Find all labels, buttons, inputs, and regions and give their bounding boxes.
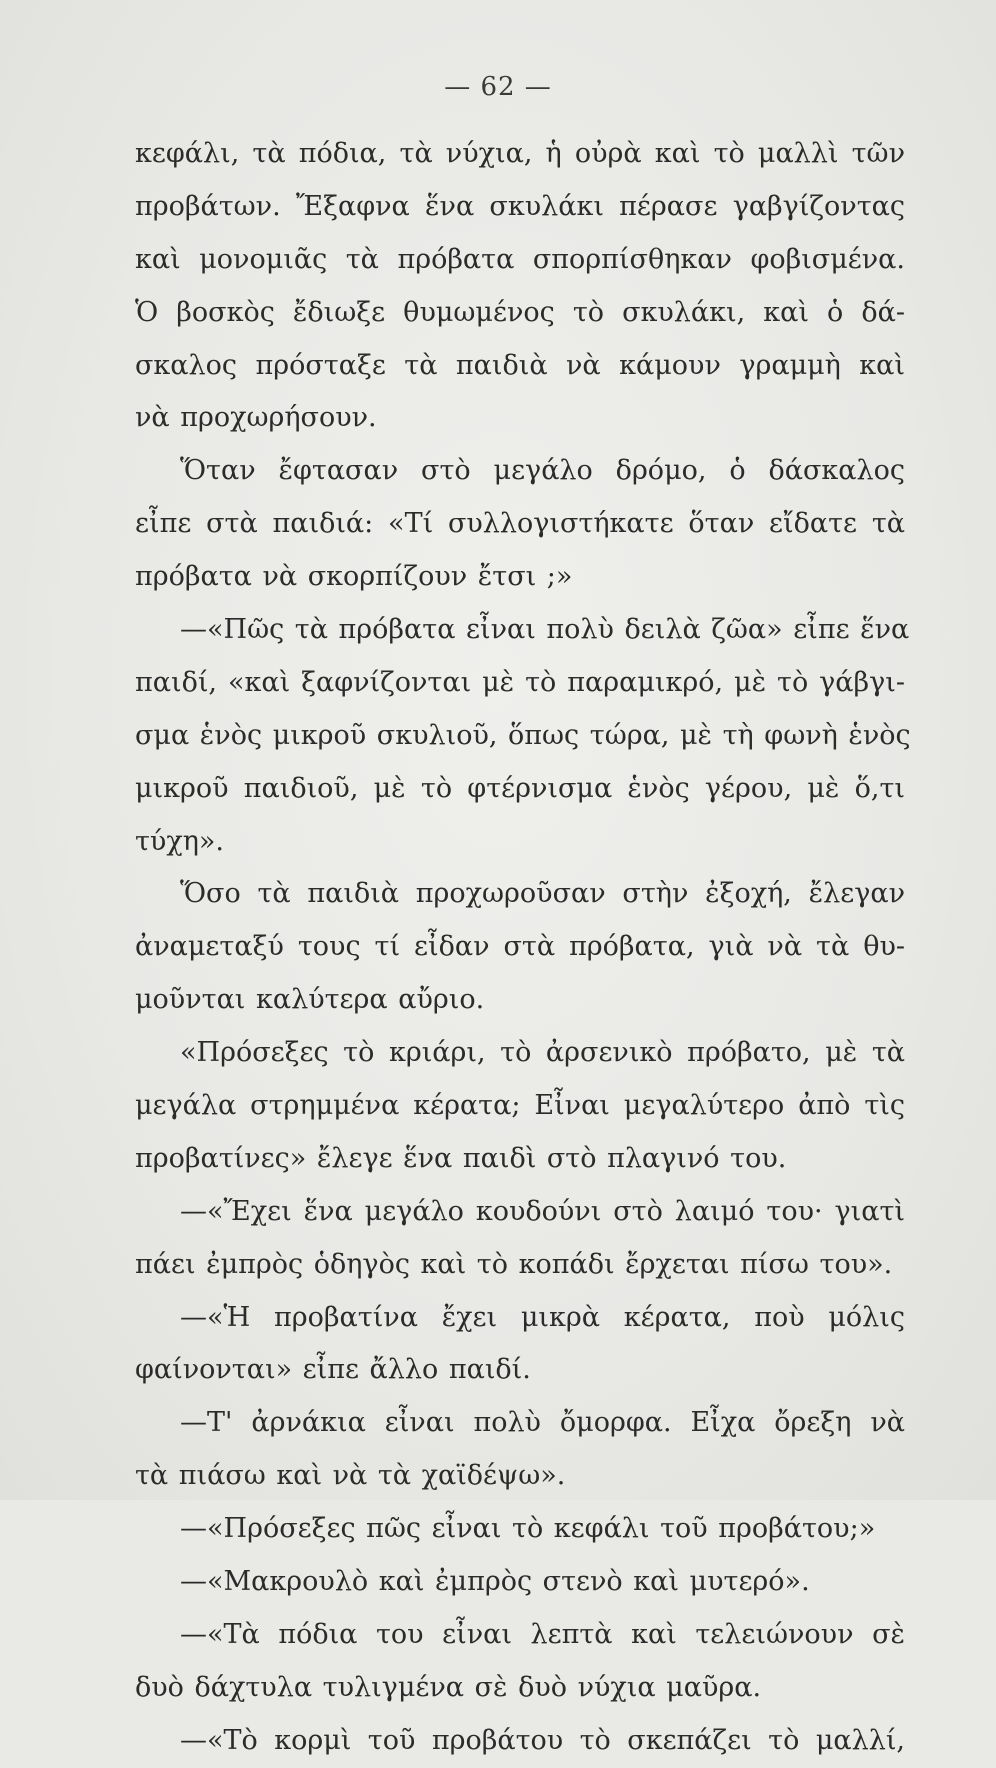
text-line: προβάτων. Ἔξαφνα ἕνα σκυλάκι πέρασε γαβγίζοντας: [135, 190, 905, 222]
text-line: προβατίνες» ἔλεγε ἕνα παιδὶ στὸ πλαγινό του.: [135, 1142, 787, 1174]
text-line: καὶ μονομιᾶς τὰ πρόβατα σπορπίσθηκαν φοβισμένα.: [135, 243, 905, 275]
text-line: σμα ἑνὸς μικροῦ σκυλιοῦ, ὅπως τώρα, μὲ τὴ φωνὴ ἑνὸς: [135, 719, 911, 751]
text-line: σκαλος πρόσταξε τὰ παιδιὰ νὰ κάμουν γραμμὴ καὶ: [135, 349, 905, 381]
text-line: Ὁ βοσκὸς ἔδιωξε θυμωμένος τὸ σκυλάκι, καὶ ὁ δά-: [135, 296, 905, 328]
text-line: Ὅταν ἔφτασαν στὸ μεγάλο δρόμο, ὁ δάσκαλος: [180, 455, 905, 487]
text-line: —Τ' ἀρνάκια εἶναι πολὺ ὄμορφα. Εἶχα ὄρεξη νὰ: [180, 1407, 905, 1439]
text-line: —«Πῶς τὰ πρόβατα εἶναι πολὺ δειλὰ ζῶα» εἶπε ἕνα: [180, 614, 910, 646]
text-line: —«Πρόσεξες πῶς εἶναι τὸ κεφάλι τοῦ προβάτου;»: [180, 1513, 876, 1545]
text-line: Ὅσο τὰ παιδιὰ προχωροῦσαν στὴν ἐξοχή, ἔλεγαν: [180, 878, 905, 910]
text-line: παιδί, «καὶ ξαφνίζονται μὲ τὸ παραμικρό, μὲ τὸ γάβγι-: [135, 666, 905, 698]
text-line: πάει ἐμπρὸς ὁδηγὸς καὶ τὸ κοπάδι ἔρχεται πίσω του».: [135, 1248, 893, 1280]
page-number: — 62 —: [444, 72, 552, 102]
text-line: —«Μακρουλὸ καὶ ἐμπρὸς στενὸ καὶ μυτερό».: [180, 1566, 810, 1598]
text-line: πρόβατα νὰ σκορπίζουν ἔτσι ;»: [135, 561, 573, 593]
text-line: μοῦνται καλύτερα αὔριο.: [135, 984, 485, 1016]
text-line: —«Ἔχει ἕνα μεγάλο κουδούνι στὸ λαιμό του· γιατὶ: [180, 1195, 905, 1227]
body-text: [135, 128, 911, 1768]
text-line: μικροῦ παιδιοῦ, μὲ τὸ φτέρνισμα ἑνὸς γέρου, μὲ ὅ,τι: [135, 772, 905, 804]
text-line: φαίνονται» εἶπε ἄλλο παιδί.: [135, 1354, 531, 1386]
text-line: κεφάλι, τὰ πόδια, τὰ νύχια, ἡ οὐρὰ καὶ τὸ μαλλὶ τῶν: [135, 138, 905, 169]
text-line: «Πρόσεξες τὸ κριάρι, τὸ ἀρσενικὸ πρόβατο, μὲ τὰ: [180, 1037, 905, 1069]
text-line: τὰ πιάσω καὶ νὰ τὰ χαϊδέψω».: [135, 1460, 566, 1492]
text-line: μεγάλα στρημμένα κέρατα; Εἶναι μεγαλύτερο ἀπὸ τὶς: [135, 1090, 905, 1122]
text-line: τύχη».: [135, 825, 224, 857]
text-line: —«Τὰ πόδια του εἶναι λεπτὰ καὶ τελειώνουν σὲ: [180, 1618, 905, 1650]
text-line: δυὸ δάχτυλα τυλιγμένα σὲ δυὸ νύχια μαῦρα.: [135, 1671, 762, 1703]
text-line: ἀναμεταξύ τους τί εἶδαν στὰ πρόβατα, γιὰ νὰ τὰ θυ-: [135, 931, 905, 963]
text-line: εἶπε στὰ παιδιά: «Τί συλλογιστήκατε ὅταν εἴδατε τὰ: [135, 508, 905, 540]
text-line: —«Ἡ προβατίνα ἔχει μικρὰ κέρατα, ποὺ μόλις: [180, 1301, 905, 1333]
text-line: νὰ προχωρήσουν.: [135, 402, 377, 434]
text-line: —«Τὸ κορμὶ τοῦ προβάτου τὸ σκεπάζει τὸ μαλλί,: [180, 1724, 905, 1756]
